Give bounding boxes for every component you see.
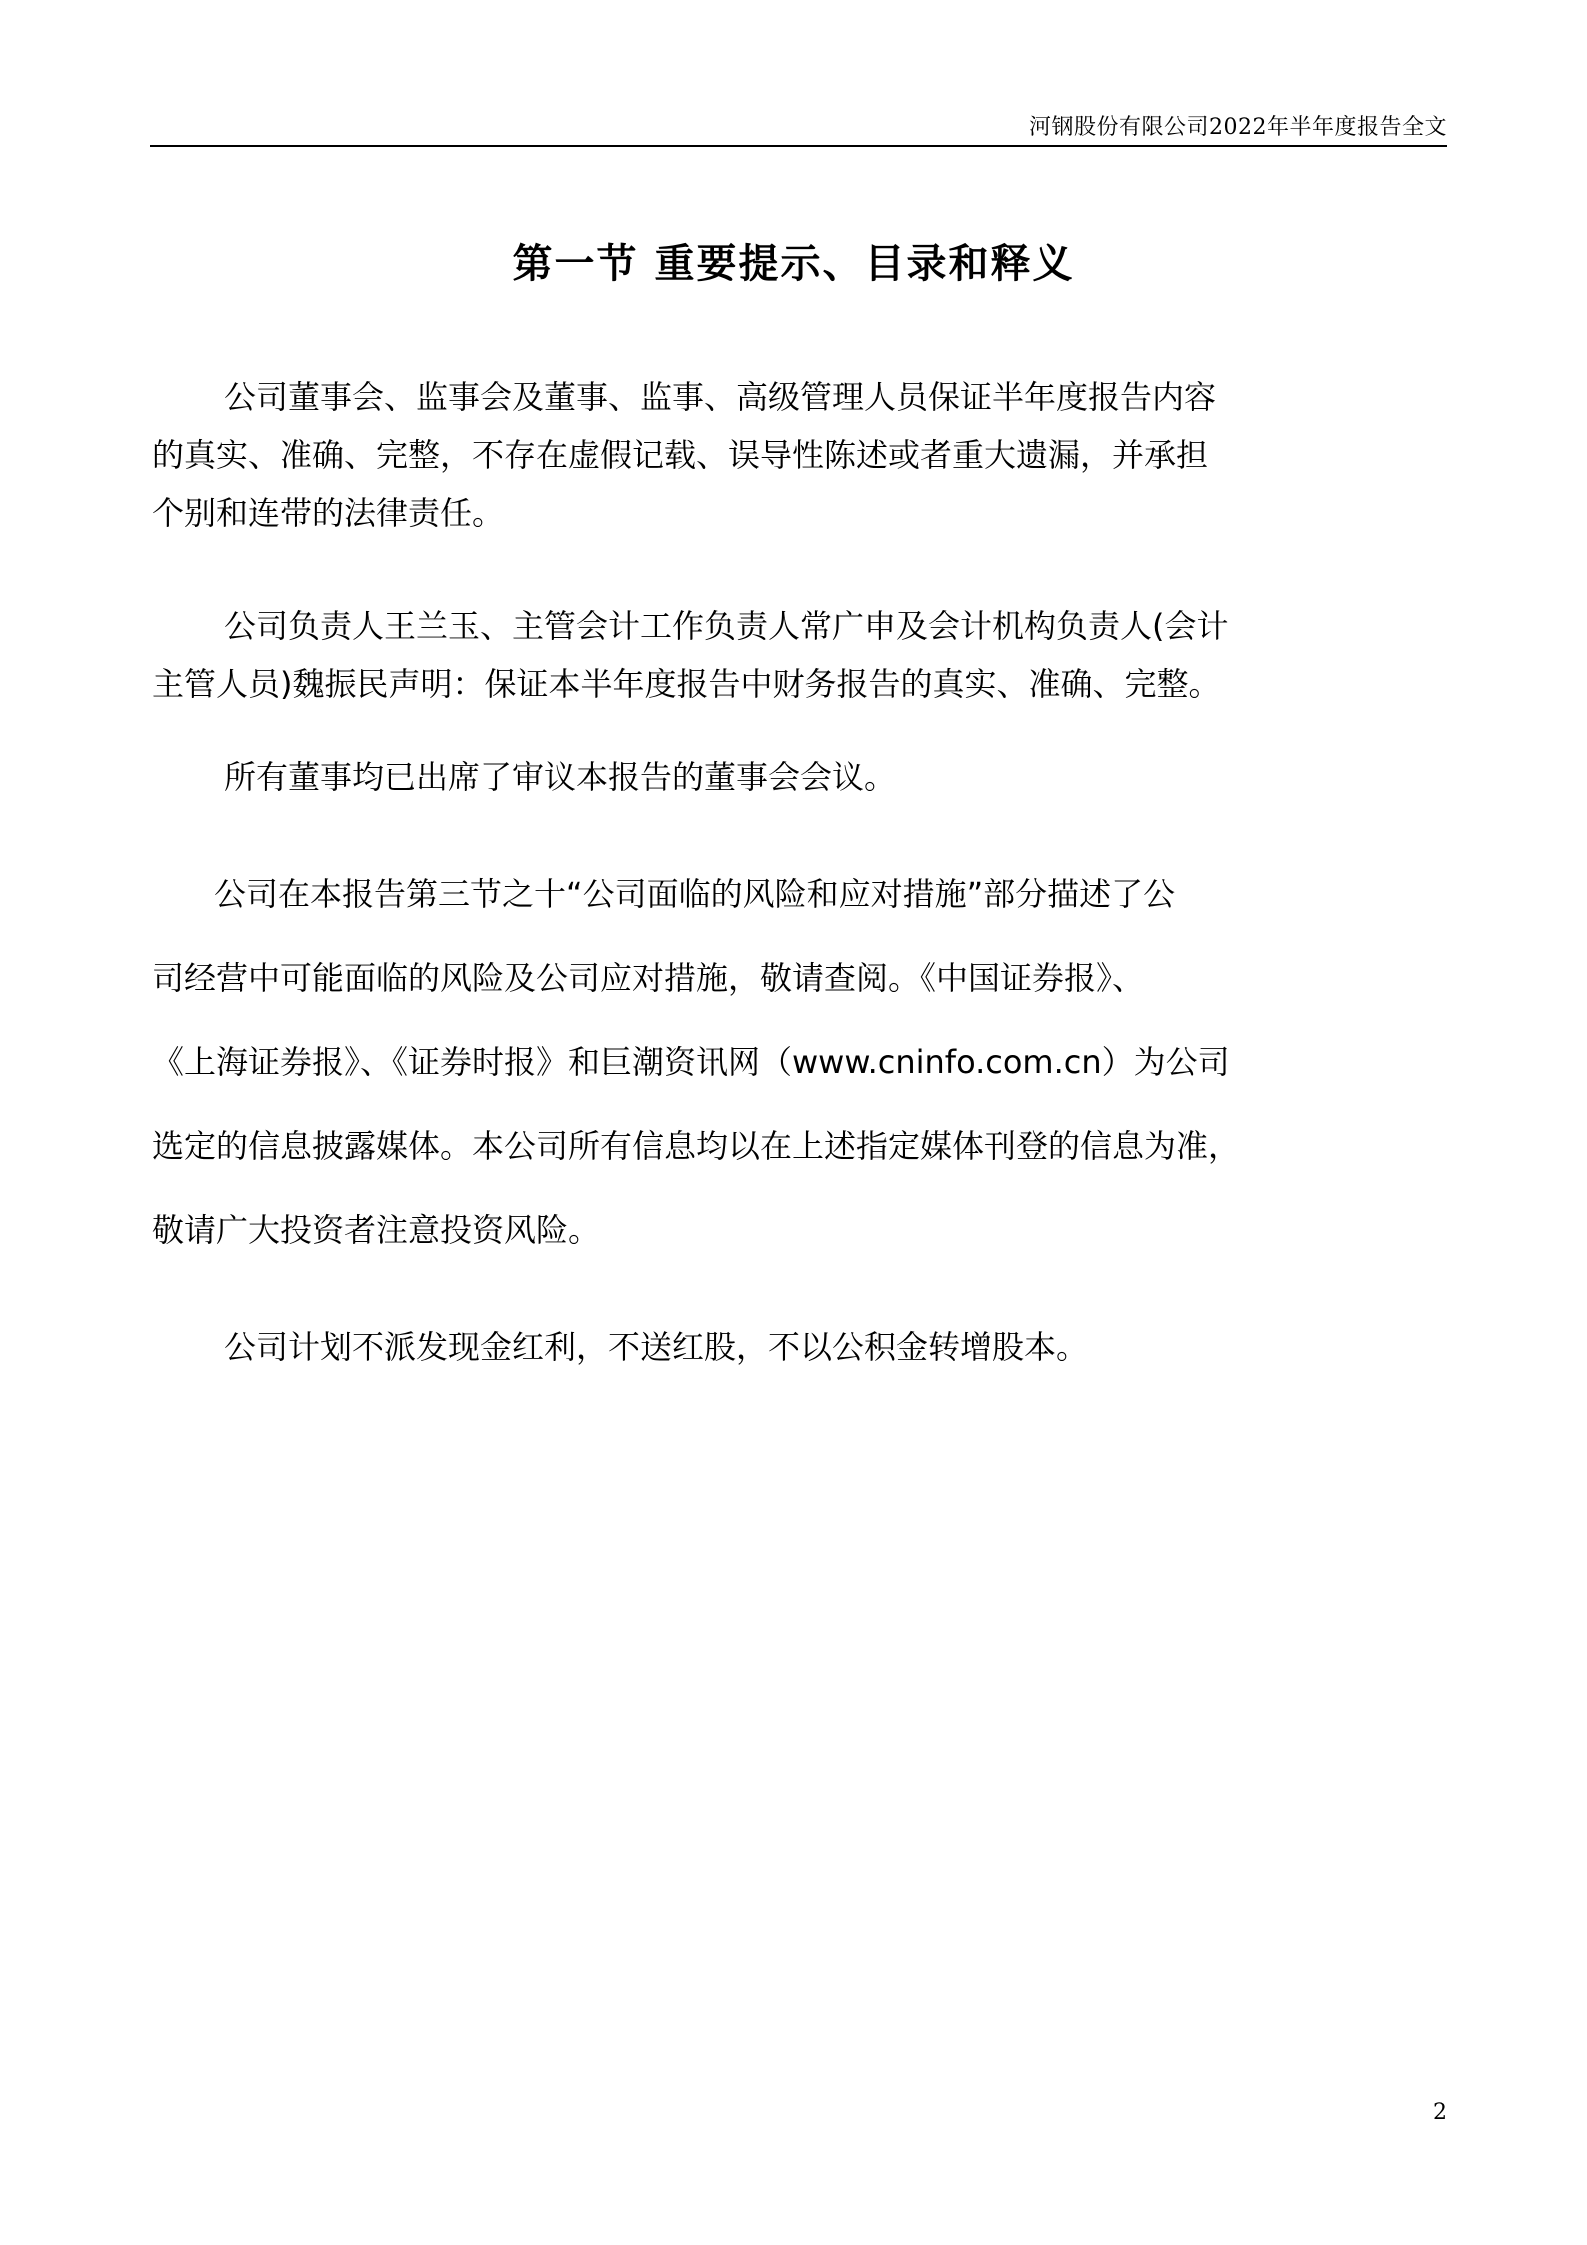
paragraph-line: 个别和连带的法律责任。 — [152, 494, 505, 532]
paragraph-line: 敬请广大投资者注意投资风险。 — [152, 1211, 601, 1249]
paragraph-officer-statement — [152, 597, 1452, 713]
paragraph-line: 《上海证券报》、《证券时报》和巨潮资讯网（www.cninfo.com.cn）为公司 — [152, 1043, 1230, 1081]
paragraph-line: 选定的信息披露媒体。本公司所有信息均以在上述指定媒体刊登的信息为准， — [152, 1127, 1241, 1165]
paragraph-line: 公司负责人王兰玉、主管会计工作负责人常广申及会计机构负责人(会计 — [224, 607, 1229, 645]
paragraph-board-guarantee — [152, 368, 1452, 542]
page-number: 2 — [1433, 2100, 1447, 2125]
header-divider — [150, 145, 1447, 147]
paragraph-line: 主管人员)魏振民声明：保证本半年度报告中财务报告的真实、准确、完整。 — [152, 665, 1221, 703]
section-title: 第一节 重要提示、目录和释义 — [512, 241, 1075, 287]
paragraph-line: 的真实、准确、完整，不存在虚假记载、误导性陈述或者重大遗漏，并承担 — [152, 436, 1209, 474]
paragraph-line: 司经营中可能面临的风险及公司应对措施，敬请查阅。《中国证券报》、 — [152, 959, 1145, 997]
paragraph-line: 公司计划不派发现金红利，不送红股，不以公积金转增股本。 — [224, 1328, 1089, 1366]
paragraph-board-attendance — [152, 748, 1452, 806]
paragraph-dividend-plan — [152, 1318, 1452, 1376]
paragraph-line: 公司在本报告第三节之十“公司面临的风险和应对措施”部分描述了公 — [214, 875, 1176, 913]
paragraph-line: 所有董事均已出席了审议本报告的董事会会议。 — [224, 758, 897, 796]
paragraph-risk-disclosure — [152, 852, 1452, 1272]
running-header: 河钢股份有限公司2022年半年度报告全文 — [1029, 115, 1447, 140]
paragraph-line: 公司董事会、监事会及董事、监事、高级管理人员保证半年度报告内容 — [224, 378, 1217, 416]
